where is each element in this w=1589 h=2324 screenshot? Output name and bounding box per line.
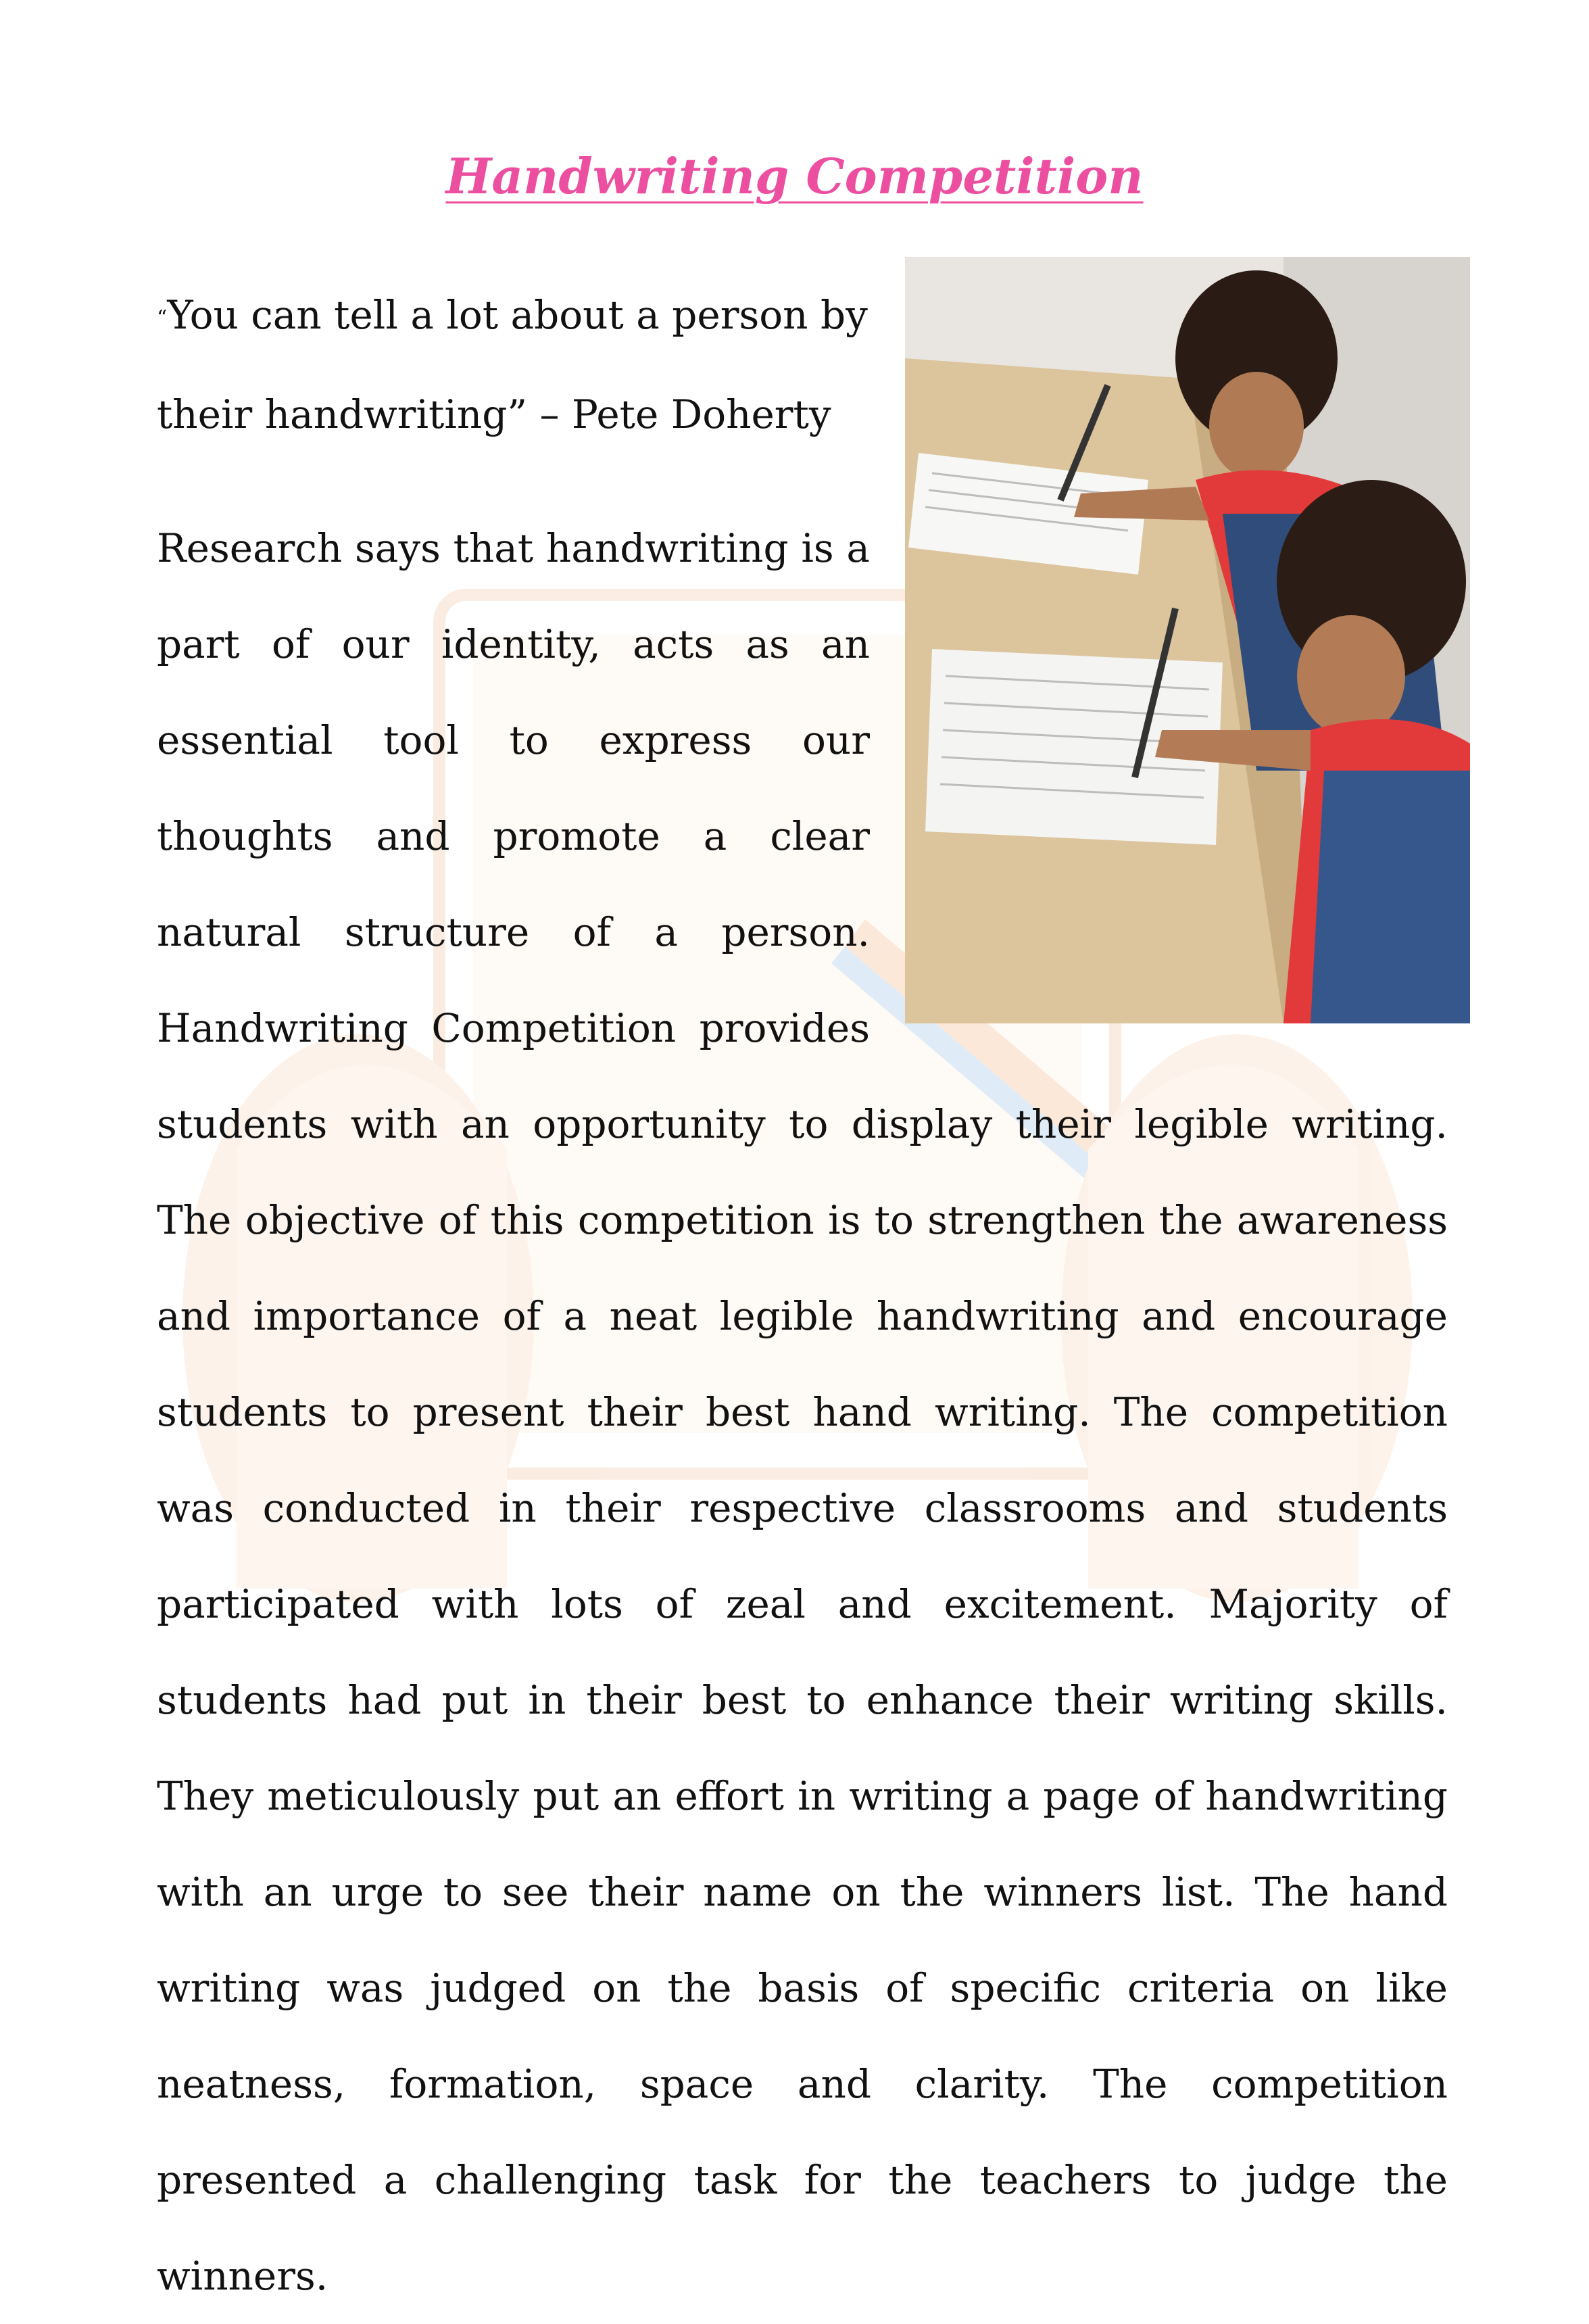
opening-quote — [157, 267, 880, 463]
body-text: Research says that handwriting is a part of our identity, acts as an essential tool to express our thoughts and promote a clear natural structure of a person. Handwriting Competition provides students with an opportunity to display their legible writing. The objective of this competition is to strengthen the awareness and importance of a neat legible handwriting and encourage students to present their best hand writing. The competition was conducted in their respective classrooms and students participated with lots of zeal and excitement. Majority of students had put in their best to enhance their writing skills. They meticulously put an effort in writing a page of handwriting with an urge to see their name on the winners list. The hand writing was judged on the basis of specific criteria on like neatness, formation, space and clarity. The competition presented a challenging task for the teachers to judge the winners. — [157, 525, 1448, 2299]
photo-wrap-spacer — [870, 500, 1448, 1024]
page-title: Handwriting Competition — [445, 147, 1144, 205]
quote-text: You can tell a lot about a person by their handwriting” – Pete Doherty — [157, 292, 868, 437]
quote-open-mark: “ — [157, 306, 168, 330]
body-paragraph — [157, 500, 1448, 2324]
